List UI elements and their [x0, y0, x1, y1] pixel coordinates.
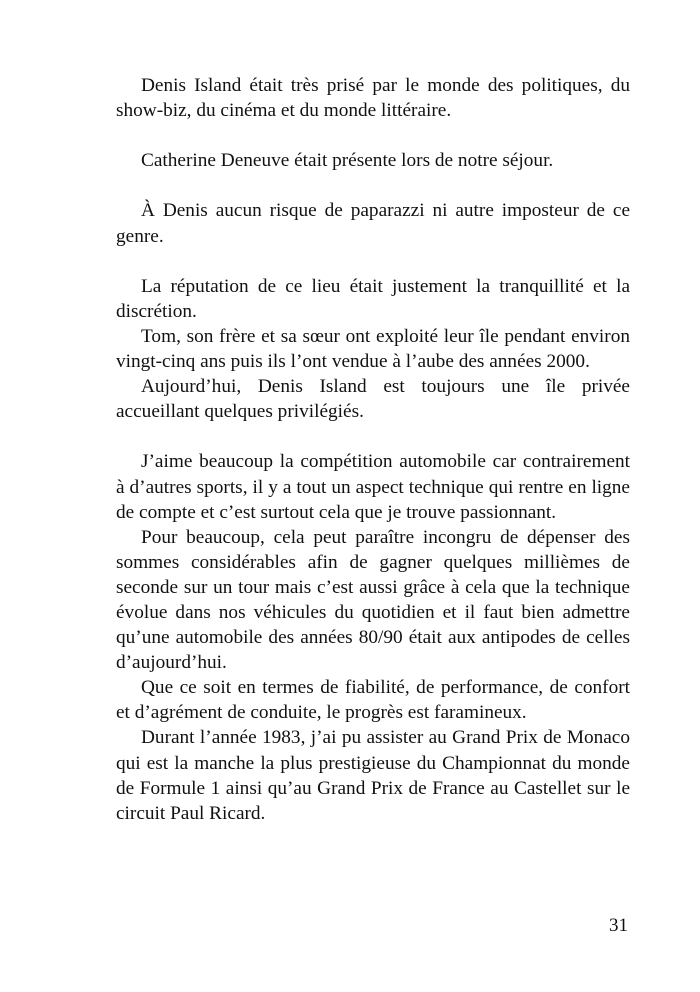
paragraph: Durant l’année 1983, j’ai pu assister au Grand Prix de Monaco qui est la manche la plus prestigieuse du Championnat du monde de Formule 1 ainsi qu’au Grand Prix de France au Castellet sur le circuit Paul Ricard. [116, 727, 630, 824]
paragraph: Denis Island était très prisé par le monde des politiques, du show-biz, du cinéma et du monde littéraire. [116, 75, 630, 122]
paragraph: La réputation de ce lieu était justement la tranquillité et la discrétion. [116, 275, 630, 322]
paragraph: Tom, son frère et sa sœur ont exploité leur île pendant environ vingt-cinq ans puis ils l’ont vendue à l’aube des années 2000. [116, 325, 630, 373]
book-page-body [116, 73, 630, 826]
paragraph: Aujourd’hui, Denis Island est toujours une île privée accueillant quelques privilégiés. [116, 376, 630, 423]
paragraph: Que ce soit en termes de fiabilité, de performance, de confort et d’agrément de conduite, le progrès est faramineux. [116, 677, 630, 724]
paragraph: À Denis aucun risque de paparazzi ni autre imposteur de ce genre. [116, 200, 630, 247]
page-number: 31 [609, 915, 628, 936]
paragraph: Pour beaucoup, cela peut paraître incongru de dépenser des sommes considérables afin de gagner quelques millièmes de seconde sur un tour mais c’est aussi grâce à cela que la technique évolue dans nos véhicules du quotidien et il faut bien admettre qu’une automobile des années 80/90 était aux antipodes de celles d’aujourd’hui. [116, 526, 630, 674]
paragraph: Catherine Deneuve était présente lors de notre séjour. [141, 150, 554, 172]
paragraph: J’aime beaucoup la compétition automobile car contrairement à d’autres sports, il y a tout un aspect technique qui rentre en ligne de compte et c’est surtout cela que je trouve passionnant. [116, 451, 630, 523]
